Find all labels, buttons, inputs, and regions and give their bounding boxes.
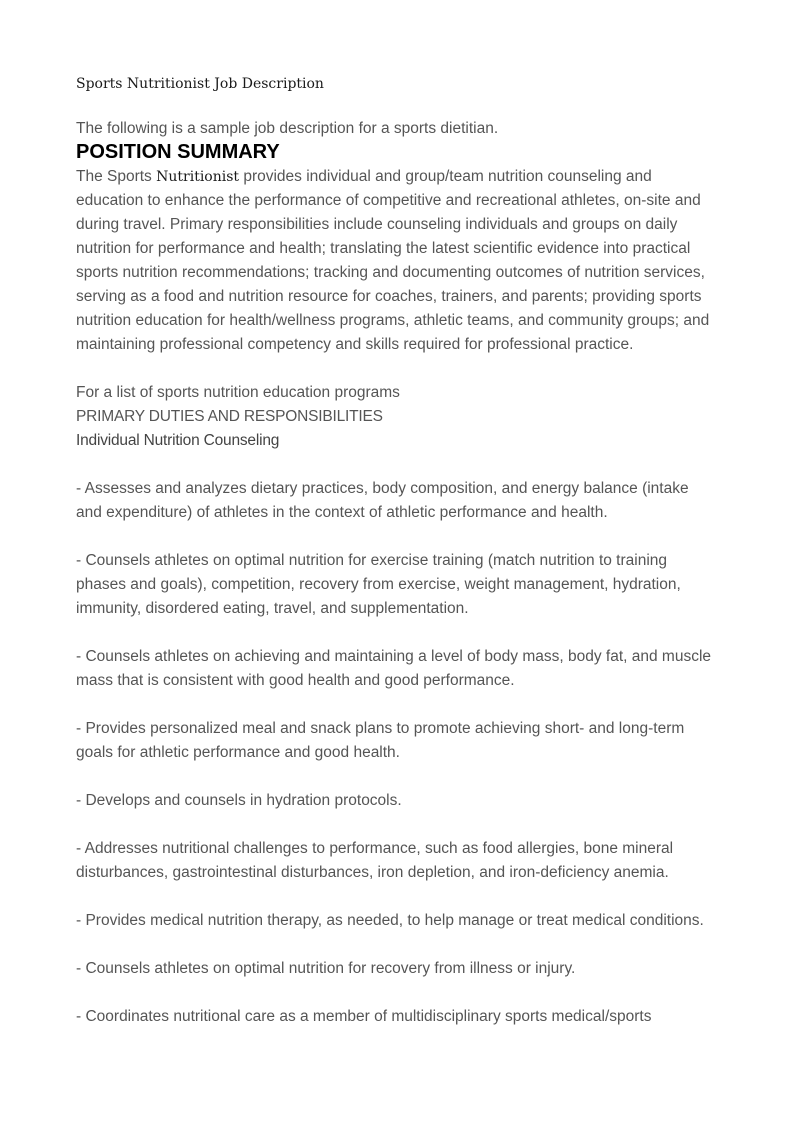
duty-item: - Counsels athletes on optimal nutrition for recovery from illness or injury.	[76, 960, 576, 977]
duty-item: - Coordinates nutritional care as a member of multidisciplinary sports medical/sports	[76, 1008, 652, 1025]
summary-emphasized-word: Nutritionist	[156, 169, 240, 185]
position-summary-heading: POSITION SUMMARY	[76, 141, 280, 163]
duty-item: - Assesses and analyzes dietary practices, body composition, and energy balance (intake and expenditure) of athletes in the context of athletic performance and health.	[76, 480, 689, 521]
summary-text-before: The Sports	[76, 168, 157, 185]
document-title: Sports Nutritionist Job Description	[76, 76, 324, 92]
summary-text-after: provides individual and group/team nutrition counseling and education to enhance the performance of competitive and recreational athletes, on-site and during travel. Primary responsibilities include counseling individuals and groups on daily nutrition for performance and health; translating the latest scientific evidence into practical sports nutrition recommendations; tracking and documenting outcomes of nutrition services, serving as a food and nutrition resource for coaches, trainers, and parents; providing sports nutrition education for health/wellness programs, athletic teams, and community groups; and maintaining professional competency and skills required for professional practice.	[76, 168, 710, 353]
programs-list-text: For a list of sports nutrition education programs	[76, 384, 400, 401]
intro-text: The following is a sample job description for a sports dietitian.	[76, 120, 499, 137]
duty-item: - Provides personalized meal and snack plans to promote achieving short- and long-term goals for athletic performance and good health.	[76, 720, 685, 761]
duties-list	[76, 477, 716, 1053]
duty-item: - Addresses nutritional challenges to performance, such as food allergies, bone mineral disturbances, gastrointestinal disturbances, iron depletion, and iron-deficiency anemia.	[76, 840, 674, 881]
duties-heading: PRIMARY DUTIES AND RESPONSIBILITIES	[76, 408, 383, 425]
duty-item: - Provides medical nutrition therapy, as needed, to help manage or treat medical conditions.	[76, 912, 704, 929]
duty-item: - Counsels athletes on achieving and maintaining a level of body mass, body fat, and muscle mass that is consistent with good health and good performance.	[76, 648, 712, 689]
duty-item: - Counsels athletes on optimal nutrition for exercise training (match nutrition to training phases and goals), competition, recovery from exercise, weight management, hydration, immunity, disordered eating, travel, and supplementation.	[76, 552, 681, 617]
duty-item: - Develops and counsels in hydration protocols.	[76, 792, 402, 809]
counseling-subheading: Individual Nutrition Counseling	[76, 432, 280, 449]
position-summary-text	[76, 165, 716, 357]
